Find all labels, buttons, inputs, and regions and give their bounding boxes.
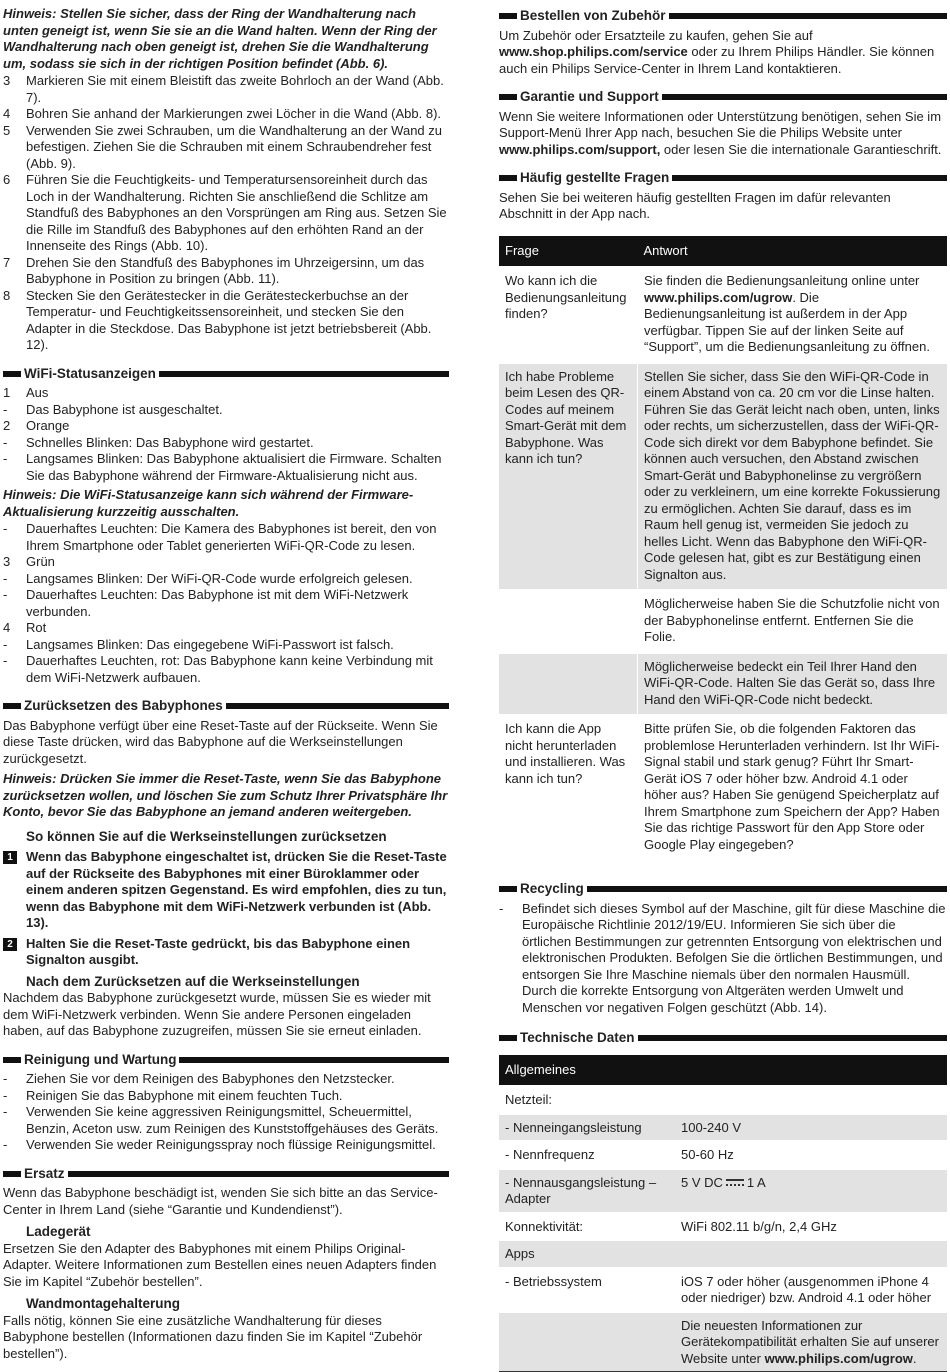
table-row: Konnektivität: WiFi 802.11 b/g/n, 2,4 GHz (499, 1213, 947, 1241)
after-reset-subtitle: Nach dem Zurücksetzen auf die Werkseinstellungen (26, 974, 449, 991)
section-title: Bestellen von Zubehör (520, 8, 666, 25)
section-title: Ersatz (24, 1166, 65, 1183)
table-row: Netzteil: (499, 1086, 947, 1114)
faq-question: Ich kann die App nicht herunterladen und installieren. Was kann ich tun? (499, 715, 638, 860)
list-item: - Verwenden Sie weder Reinigungsspray noch flüssige Reinigungsmittel. (3, 1137, 449, 1154)
list-item: 4 Rot (3, 620, 449, 637)
list-item: - Langsames Blinken: Der WiFi-QR-Code wurde erfolgreich gelesen. (3, 571, 449, 588)
table-row: - Nennausgangsleistung – Adapter 5 V DC 1 A (499, 1169, 947, 1213)
table-row (499, 590, 947, 653)
replacement-text: Wenn das Babyphone beschädigt ist, wenden Sie sich bitte an das Service-Center in Ihrem Land (siehe “Garantie und Kundendienst”). (3, 1185, 449, 1218)
step-number-badge: 2 (3, 938, 17, 951)
faq-header-answer: Antwort (638, 236, 948, 268)
list-item: - Reinigen Sie das Babyphone mit einem feuchten Tuch. (3, 1088, 449, 1105)
section-header-technical (499, 1030, 947, 1047)
list-item: - Befindet sich dieses Symbol auf der Maschine, gilt für diese Maschine die Europäische Richtlinie 2012/19/EU. Informieren Sie sich über die örtlichen Bestimmungen zur getrennten Entsorgung von elektrischen und elektronischen Produkten. Befolgen Sie die örtlichen Bestimmungen, und entsorgen Sie Ihre Maschine niemals über den normalen Hausmüll. Durch die korrekte Entsorgung von Altgeräten werden Umwelt und Menschen vor negativen Folgen geschützt (Abb. 14). (499, 901, 947, 1017)
shop-link[interactable]: www.shop.philips.com/service (499, 44, 688, 59)
table-row: - Nenneingangsleistung 100-240 V (499, 1114, 947, 1142)
order-text: Um Zubehör oder Ersatzteile zu kaufen, gehen Sie auf www.shop.philips.com/service oder zu Ihrem Philips Händler. Sie können auch ein Philips Service-Center in Ihrem Land kontaktieren. (499, 28, 947, 78)
table-row (499, 715, 947, 860)
charger-subtitle: Ladegerät (26, 1224, 449, 1241)
faq-answer: Bitte prüfen Sie, ob die folgenden Faktoren das problemlose Herunterladen verhindern. Ist Ihr WiFi-Signal stabil und stark genug? Führt Ihr Smart-Gerät iOS 7 oder höher bzw. Android 4.1 oder höher aus? Haben Sie genügend Speicherplatz auf Ihrem Smartphone zum Speichern der App? Haben Sie das richtige Passwort für den App Store oder Google Play eingegeben? (638, 715, 948, 860)
factory-reset-subtitle: So können Sie auf die Werkseinstellungen zurücksetzen (26, 829, 449, 846)
faq-answer: Möglicherweise bedeckt ein Teil Ihrer Hand den WiFi-QR-Code. Halten Sie das Gerät so, dass Ihre Hand den WiFi-QR-Code nicht bedeckt. (638, 653, 948, 716)
list-item: 2 Orange (3, 418, 449, 435)
section-title: Zurücksetzen des Babyphones (24, 698, 223, 715)
list-item: 3 Grün (3, 554, 449, 571)
list-item: - Langsames Blinken: Das eingegebene WiFi-Passwort ist falsch. (3, 637, 449, 654)
table-row (499, 363, 947, 591)
section-header-reset (3, 698, 449, 715)
list-item: - Verwenden Sie keine aggressiven Reinigungsmittel, Scheuermittel, Benzin, Aceton usw. zum Reinigen des Kunststoffgehäuses des Geräts. (3, 1104, 449, 1137)
list-item: 1 Aus (3, 385, 449, 402)
technical-table (499, 1055, 947, 1372)
list-item: - Ziehen Sie vor dem Reinigen des Babyphones den Netzstecker. (3, 1071, 449, 1088)
wifi-status-list-2 (3, 521, 449, 686)
section-title: Technische Daten (520, 1030, 635, 1047)
list-item: - Langsames Blinken: Das Babyphone aktualisiert die Firmware. Schalten Sie das Babyphone während der Firmware-Aktualisierung nicht aus. (3, 451, 449, 484)
wall-mount-subtitle: Wandmontagehalterung (26, 1296, 449, 1313)
faq-table (499, 236, 947, 862)
reset-note: Hinweis: Drücken Sie immer die Reset-Taste, wenn Sie das Babyphone zurücksetzen wollen, und löschen Sie zum Schutz Ihrer Privatsphäre Ihr Konto, bevor Sie das Babyphone an jemand anderen weitergeben. (3, 771, 449, 821)
table-row: Apps (499, 1240, 947, 1268)
table-row (499, 267, 947, 363)
dc-symbol-icon (726, 1179, 744, 1187)
tech-header: Allgemeines (499, 1055, 947, 1087)
section-header-replacement (3, 1166, 449, 1183)
list-item: - Dauerhaftes Leuchten, rot: Das Babyphone kann keine Verbindung mit dem WiFi-Netzwerk aufbauen. (3, 653, 449, 686)
cleaning-list (3, 1071, 449, 1154)
wifi-status-list (3, 385, 449, 484)
section-title: Häufig gestellte Fragen (520, 170, 669, 187)
wall-mount-text: Falls nötig, können Sie eine zusätzliche Wandhalterung für dieses Babyphone bestellen (Informationen dazu finden Sie im Kapitel “Zubehör bestellen”). (3, 1313, 449, 1363)
mounting-steps (3, 73, 449, 354)
left-column (3, 6, 449, 1362)
table-row (499, 653, 947, 716)
support-link[interactable]: www.philips.com/support, (499, 142, 660, 157)
wifi-note: Hinweis: Die WiFi-Statusanzeige kann sich während der Firmware-Aktualisierung kurzzeitig ausschalten. (3, 487, 449, 520)
list-item: 7 Drehen Sie den Standfuß des Babyphones im Uhrzeigersinn, um das Babyphone in Position zu bringen (Abb. 11). (3, 255, 449, 288)
table-row: Die neuesten Informationen zur Gerätekompatibilität erhalten Sie auf unserer Website unter www.philips.com/ugrow. (499, 1312, 947, 1372)
section-title: WiFi-Statusanzeigen (24, 366, 156, 383)
section-title: Recycling (520, 881, 584, 898)
after-reset-text: Nachdem das Babyphone zurückgesetzt wurde, müssen Sie es wieder mit dem WiFi-Netzwerk verbinden. Wenn Sie andere Personen eingeladen haben, auf das Babyphone zuzugreifen, müssen Sie sie erneut einladen. (3, 990, 449, 1040)
section-header-faq (499, 170, 947, 187)
faq-question: Ich habe Probleme beim Lesen des QR-Codes auf meinem Smart-Gerät mit dem Babyphone. Was kann ich tun? (499, 363, 638, 591)
section-title: Reinigung und Wartung (24, 1052, 176, 1069)
list-item: - Das Babyphone ist ausgeschaltet. (3, 402, 449, 419)
step-number-badge: 1 (3, 851, 17, 864)
table-row: - Nennfrequenz 50-60 Hz (499, 1141, 947, 1169)
faq-answer: Möglicherweise haben Sie die Schutzfolie nicht von der Babyphonelinse entfernt. Entfernen Sie die Folie. (638, 590, 948, 653)
list-item: 8 Stecken Sie den Gerätestecker in die Gerätesteckerbuchse an der Temperatur- und Feuchtigkeitssensoreinheit, und stecken Sie den Adapter in die Steckdose. Das Babyphone ist jetzt betriebsbereit (Abb. 12). (3, 288, 449, 354)
faq-answer: Sie finden die Bedienungsanleitung online unter www.philips.com/ugrow. Die Bedienungsanleitung ist außerdem in der App verfügbar. Tippen Sie auf der linken Seite auf “Support”, um die Bedienungsanleitung zu öffnen. (638, 267, 948, 363)
ugrow-link[interactable]: www.philips.com/ugrow (644, 290, 792, 305)
section-title: Garantie und Support (520, 89, 659, 106)
wall-mount-note: Hinweis: Stellen Sie sicher, dass der Ring der Wandhalterung nach unten geneigt ist, wenn Sie sie an die Wand halten. Wenn der Ring der Wandhalterung nach oben geneigt ist, drehen Sie die Wandhalterung um, sodass sie sich in der richtigen Position befindet (Abb. 6). (3, 6, 449, 72)
faq-intro: Sehen Sie bei weiteren häufig gestellten Fragen im dafür relevanten Abschnitt in der App nach. (499, 190, 947, 223)
table-row: - Betriebssystem iOS 7 oder höher (ausgenommen iPhone 4 oder niedriger) bzw. Android 4.1 oder höher (499, 1268, 947, 1312)
list-item: - Dauerhaftes Leuchten: Die Kamera des Babyphones ist bereit, den von Ihrem Smartphone oder Tablet generierten WiFi-QR-Code zu lesen. (3, 521, 449, 554)
factory-reset-steps (3, 849, 449, 969)
section-header-warranty (499, 89, 947, 106)
faq-question: Wo kann ich die Bedienungsanleitung finden? (499, 267, 638, 363)
section-header-wifi (3, 366, 449, 383)
list-item: 3 Markieren Sie mit einem Bleistift das zweite Bohrloch an der Wand (Abb. 7). (3, 73, 449, 106)
faq-answer: Stellen Sie sicher, dass Sie den WiFi-QR-Code in einem Abstand von ca. 20 cm vor die Linse halten. Führen Sie das Gerät leicht nach oben, unten, links oder rechts, um sicherzustellen, dass der WiFi-QR-Code sich direkt vor dem Babyphone befindet. Sie können auch versuchen, den Abstand zwischen Smart-Gerät und Babyphonelinse zu vergrößern oder zu verkleinern, um eine korrekte Fokussierung zu ermöglichen. Achten Sie darauf, dass es im Raum hell genug ist, vermeiden Sie jedoch zu helles Licht. Wenn das Babyphone den WiFi-QR-Code gelesen hat, gibt es zur Bestätigung einen Signalton aus. (638, 363, 948, 591)
list-item: 5 Verwenden Sie zwei Schrauben, um die Wandhalterung an der Wand zu befestigen. Ziehen Sie die Schrauben mit einem Schraubendreher fest (Abb. 9). (3, 123, 449, 173)
section-header-cleaning (3, 1052, 449, 1069)
list-item: 6 Führen Sie die Feuchtigkeits- und Temperatursensoreinheit durch das Loch in der Wandhalterung. Richten Sie anschließend die Schlitze am Standfuß des Babyphones an den Vorsprüngen am Ring aus. Setzen Sie die Rille im Standfuß des Babyphones auf den erhöhten Rand an der Innenseite des Rings (Abb. 10). (3, 172, 449, 255)
charger-text: Ersetzen Sie den Adapter des Babyphones mit einem Philips Original-Adapter. Weitere Informationen zum Bestellen eines neuen Adapters finden Sie im Kapitel “Zubehör bestellen”. (3, 1241, 449, 1291)
factory-step: 2 Halten Sie die Reset-Taste gedrückt, bis das Babyphone einen Signalton ausgibt. (3, 936, 449, 969)
list-item: - Schnelles Blinken: Das Babyphone wird gestartet. (3, 435, 449, 452)
list-item: 4 Bohren Sie anhand der Markierungen zwei Löcher in die Wand (Abb. 8). (3, 106, 449, 123)
right-column (499, 8, 947, 1372)
reset-text: Das Babyphone verfügt über eine Reset-Taste auf der Rückseite. Wenn Sie diese Taste drücken, wird das Babyphone auf die Werkseinstellungen zurückgesetzt. (3, 718, 449, 768)
list-item: - Dauerhaftes Leuchten: Das Babyphone ist mit dem WiFi-Netzwerk verbunden. (3, 587, 449, 620)
section-header-recycling (499, 881, 947, 898)
factory-step: 1 Wenn das Babyphone eingeschaltet ist, drücken Sie die Reset-Taste auf der Rückseite des Babyphones mit einer Büroklammer oder einem anderen spitzen Gegenstand. Es wird empfohlen, dies zu tun, wenn das Babyphone mit dem WiFi-Netzwerk verbunden ist (Abb. 13). (3, 849, 449, 932)
section-header-accessories (499, 8, 947, 25)
warranty-text: Wenn Sie weitere Informationen oder Unterstützung benötigen, sehen Sie im Support-Menü Ihrer App nach, besuchen Sie die Philips Website unter www.philips.com/support, oder lesen Sie die internationale Garantieschrift. (499, 109, 947, 159)
faq-header-question: Frage (499, 236, 638, 268)
ugrow-link[interactable]: www.philips.com/ugrow (765, 1351, 913, 1366)
recycling-list (499, 901, 947, 1017)
